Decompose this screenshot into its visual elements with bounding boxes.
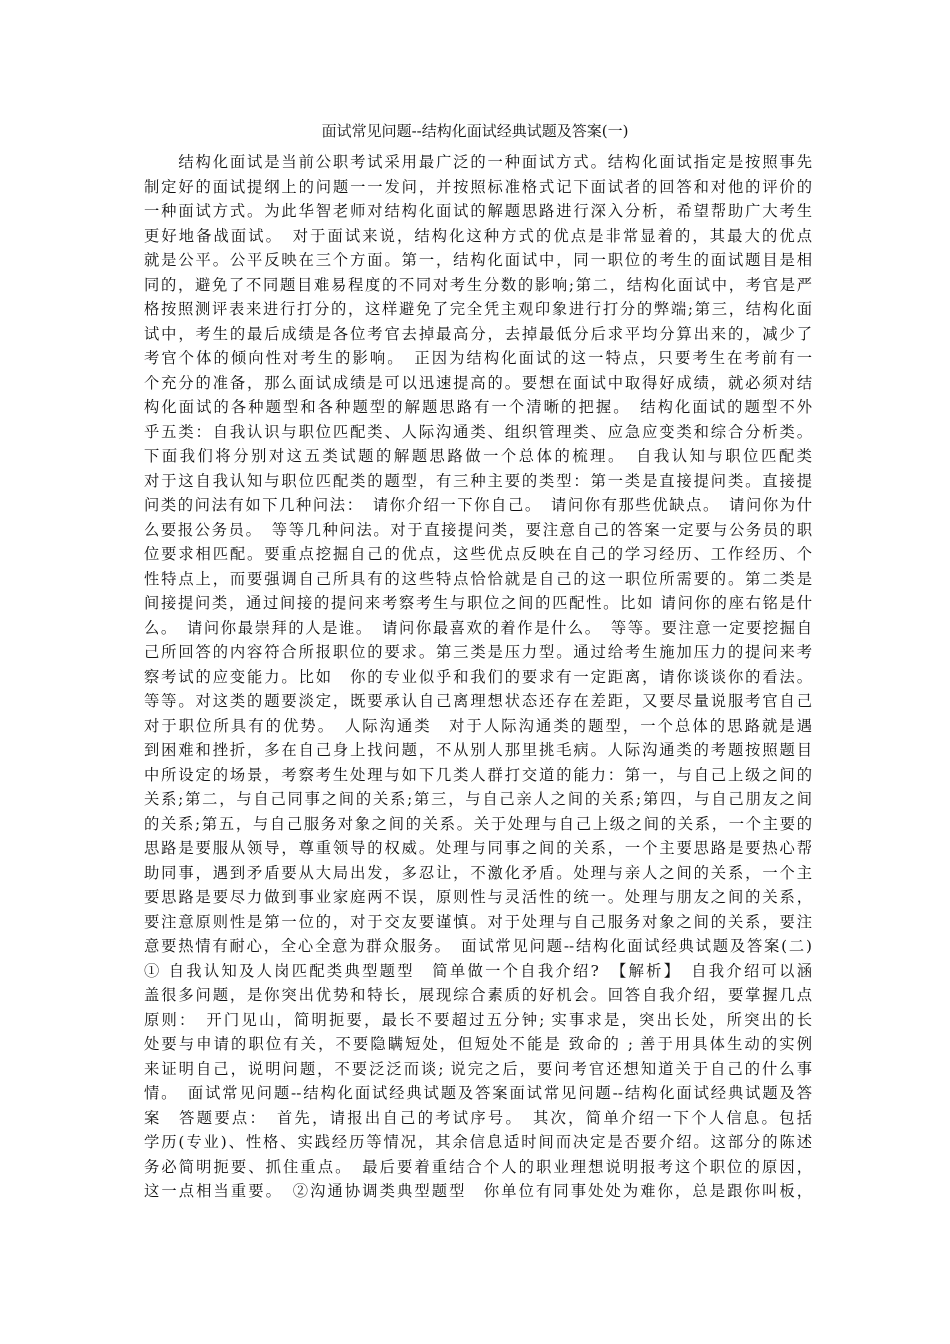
body-text-line: 意要热情有耐心，全心全意为群众服务。 面试常见问题--结构化面试经典试题及答案(二) [144, 937, 812, 955]
body-text-line: 到困难和挫折，多在自己身上找问题，不从别人那里挑毛病。人际沟通类的考题按照题目 [144, 741, 812, 759]
body-text-line: 盖很多问题，是你突出优势和特长，展现综合素质的好机会。回答自我介绍，要掌握几点 [144, 986, 812, 1004]
body-text-line: 对于职位所具有的优势。 人际沟通类 对于人际沟通类的题型，一个总体的思路就是遇 [144, 716, 812, 735]
body-text-line: 格按照测评表来进行打分的，这样避免了完全凭主观印象进行打分的弊端;第三，结构化面 [144, 300, 812, 318]
body-text-line: 么要报公务员。 等等几种问法。对于直接提问类，要注意自己的答案一定要与公务员的职 [144, 520, 812, 539]
body-text-line: 案 答题要点： 首先，请报出自己的考试序号。 其次，简单介绍一下个人信息。包括 [144, 1108, 812, 1127]
body-text-line: 构化面试的各种题型和各种题型的解题思路有一个清晰的把握。 结构化面试的题型不外 [144, 398, 812, 416]
body-text-line: ① 自我认知及人岗匹配类典型题型 简单做一个自我介绍? 【解析】 自我介绍可以涵 [144, 961, 812, 980]
body-text-line: 的关系;第五，与自己服务对象之间的关系。关于处理与自己上级之间的关系，一个主要的 [144, 814, 812, 833]
body-text-line: 乎五类：自我认识与职位匹配类、人际沟通类、组织管理类、应急应变类和综合分析类。 [144, 422, 812, 441]
body-text-line: 要注意原则性是第一位的，对于交友要谨慎。对于处理与自己服务对象之间的关系，要注 [144, 912, 812, 931]
body-text-line: 结构化面试是当前公职考试采用最广泛的一种面试方式。结构化面试指定是按照事先 [144, 153, 812, 171]
document-body [144, 150, 812, 1204]
body-text-line: 助同事，遇到矛盾要从大局出发，多忍让，不激化矛盾。处理与亲人之间的关系，一个主 [144, 863, 812, 882]
body-text-line: 间接提问类，通过间接的提问来考察考生与职位之间的匹配性。比如 请问你的座右铭是什 [144, 594, 812, 612]
body-text-line: 务必简明扼要、抓住重点。 最后要着重结合个人的职业理想说明报考这个职位的原因， [144, 1157, 812, 1176]
body-text-line: 中所设定的场景，考察考生处理与如下几类人群打交道的能力：第一，与自己上级之间的 [144, 765, 812, 784]
body-text-line: 下面我们将分别对这五类试题的解题思路做一个总体的梳理。 自我认知与职位匹配类 [144, 447, 812, 465]
body-text-line: 制定好的面试提纲上的问题一一发问，并按照标准格式记下面试者的回答和对他的评价的 [144, 177, 812, 196]
body-text-line: 处要与申请的职位有关，不要隐瞒短处，但短处不能是 致命的 ; 善于用具体生动的实例 [144, 1035, 812, 1053]
body-text-line: 来证明自己，说明问题，不要泛泛而谈; 说完之后，要问考官还想知道关于自己的什么事 [144, 1059, 812, 1078]
body-text-line: 同的，避免了不同题目难易程度的不同对考生分数的影响;第二，结构化面试中，考官是严 [144, 275, 812, 294]
body-text-line: 对于这自我认知与职位匹配类的题型，有三种主要的类型：第一类是直接提问类。直接提 [144, 471, 812, 490]
body-text-line: 就是公平。公平反映在三个方面。第一，结构化面试中，同一职位的考生的面试题目是相 [144, 251, 812, 269]
body-text-line: 个充分的准备，那么面试成绩是可以迅速提高的。要想在面试中取得好成绩，就必须对结 [144, 373, 812, 392]
document-title: 面试常见问题--结构化面试经典试题及答案(一) [321, 122, 629, 140]
body-text-line: 位要求相匹配。要重点挖掘自己的优点，这些优点反映在自己的学习经历、工作经历、个 [144, 545, 812, 563]
body-text-line: 一种面试方式。为此华智老师对结构化面试的解题思路进行深入分析，希望帮助广大考生 [144, 202, 812, 220]
body-text-line: 等等。对这类的题要淡定，既要承认自己离理想状态还存在差距，又要尽量说服考官自己 [144, 692, 812, 710]
body-text-line: 要思路是要尽力做到事业家庭两不误，原则性与灵活性的统一。处理与朋友之间的关系， [144, 888, 812, 906]
body-text-line: 己所回答的内容符合所报职位的要求。第三类是压力型。通过给考生施加压力的提问来考 [144, 643, 812, 661]
body-text-line: 情。 面试常见问题--结构化面试经典试题及答案面试常见问题--结构化面试经典试题及答 [144, 1084, 812, 1102]
body-text-line: 问类的问法有如下几种问法： 请你介绍一下你自己。 请问你有那些优缺点。 请问你为什 [144, 496, 812, 514]
body-text-line: 思路是要服从领导，尊重领导的权威。处理与同事之间的关系，一个主要思路是要热心帮 [144, 839, 812, 857]
body-text-line: 关系;第二，与自己同事之间的关系;第三，与自己亲人之间的关系;第四，与自己朋友之间 [144, 790, 812, 808]
body-text-line: 学历(专业)、性格、实践经历等情况，其余信息适时间而决定是否要介绍。这部分的陈述 [144, 1133, 812, 1151]
body-text-line: 这一点相当重要。 ②沟通协调类典型题型 你单位有同事处处为难你，总是跟你叫板， [144, 1182, 812, 1200]
body-text-line: 原则： 开门见山，简明扼要，最长不要超过五分钟; 实事求是，突出长处，所突出的长 [144, 1010, 812, 1029]
body-text-line: 么。 请问你最崇拜的人是谁。 请问你最喜欢的着作是什么。 等等。要注意一定要挖掘自 [144, 618, 812, 637]
body-text-line: 察考试的应变能力。比如 你的专业似乎和我们的要求有一定距离，请你谈谈你的看法。 [144, 667, 812, 686]
body-text-line: 性特点上，而要强调自己所具有的这些特点恰恰就是自己的这一职位所需要的。第二类是 [144, 569, 812, 588]
body-text-line: 更好地备战面试。 对于面试来说，结构化这种方式的优点是非常显着的，其最大的优点 [144, 226, 812, 245]
body-text-line: 考官个体的倾向性对考生的影响。 正因为结构化面试的这一特点，只要考生在考前有一 [144, 349, 812, 367]
body-text-line: 试中，考生的最后成绩是各位考官去掉最高分，去掉最低分后求平均分算出来的，减少了 [144, 324, 812, 343]
